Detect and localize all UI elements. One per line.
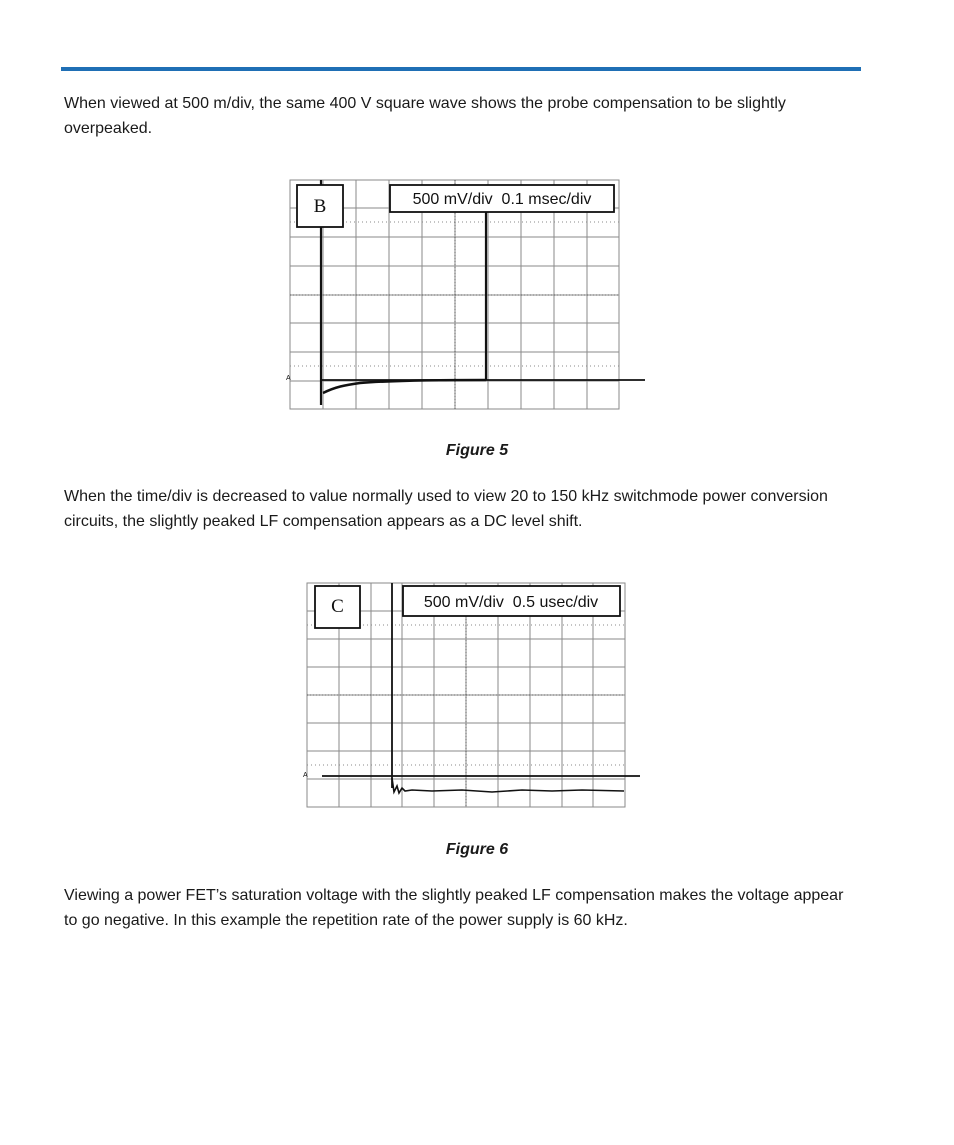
- paragraph-1: When viewed at 500 m/div, the same 400 V square wave shows the probe compensation to be slightly overpeaked.: [64, 95, 786, 137]
- scale-settings-box: [403, 586, 620, 616]
- channel-letter: C: [331, 596, 344, 617]
- figure-5-caption: Figure 5: [445, 442, 509, 459]
- channel-letter: B: [313, 196, 327, 217]
- ground-marker: A: [286, 375, 291, 382]
- paragraph-3: Viewing a power FET’s saturation voltage with the slightly peaked LF compensation makes the voltage appear to go negative. In this example the repetition rate of the power supply is 60 kHz.: [64, 887, 844, 929]
- scale-settings-text: 500 mV/div 0.5 usec/div: [423, 594, 599, 611]
- paragraph-2: When the time/div is decreased to value normally used to view 20 to 150 kHz switchmode power conversion circuits, the slightly peaked LF compensation appears as a DC level shift.: [64, 488, 828, 530]
- channel-letter-box: [315, 586, 360, 628]
- header-rule: [61, 67, 861, 71]
- scale-settings-box: [390, 185, 614, 212]
- channel-letter-box: [297, 185, 343, 227]
- ground-marker: A: [303, 772, 308, 779]
- signal-trace: [321, 180, 645, 405]
- figure-6-caption: Figure 6: [445, 841, 509, 858]
- scale-settings-text: 500 mV/div 0.1 msec/div: [412, 191, 592, 208]
- oscilloscope-figure-5: [285, 175, 650, 420]
- oscilloscope-figure-6: [302, 578, 647, 818]
